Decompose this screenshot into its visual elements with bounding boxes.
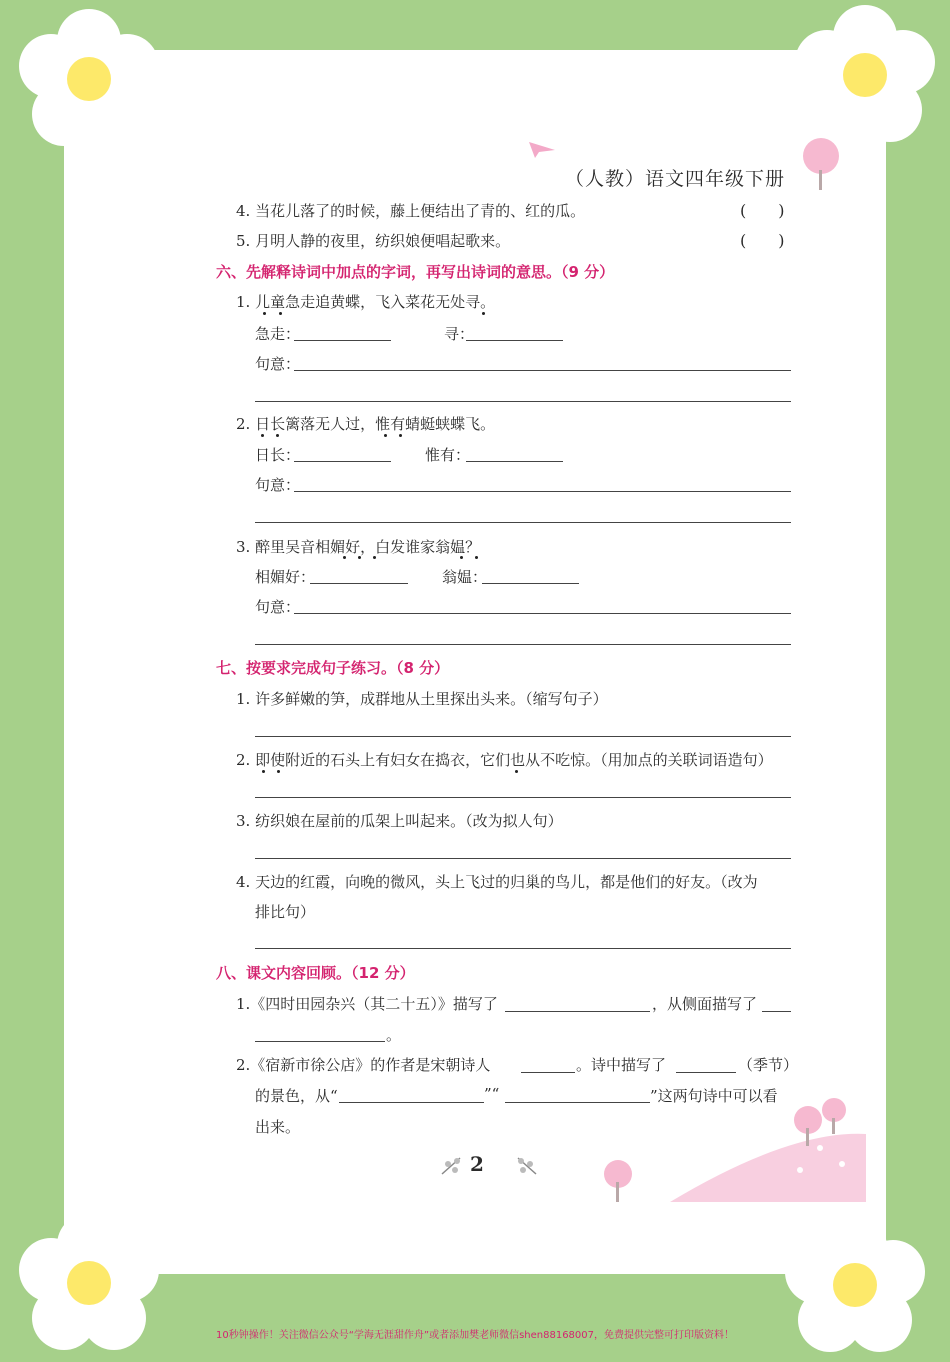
answer-paren[interactable]: ( ) [740,231,785,250]
section-6-title: 六、先解释诗词中加点的字词，再写出诗词的意思。（9 分） [216,263,615,281]
question-8-1: 1.《四时田园杂兴（其二十五）》描写了 [236,995,498,1013]
emphasis-dot [373,556,376,559]
label-weiyou: 惟有： [425,446,471,464]
question-8-2-d: 的景色，从“ [255,1087,338,1105]
label-xiangmeihao: 相媚好： [255,568,316,586]
label-xun: 寻： [444,325,475,343]
answer-line[interactable] [255,797,791,798]
poem-2: 2. 日长篱落无人过，惟有蜻蜓蛱蝶飞。 [236,415,496,433]
answer-line[interactable] [466,461,563,462]
answer-line[interactable] [294,491,791,492]
poem-3: 3. 醉里吴音相媚好，白发谁家翁媪？ [236,538,481,556]
question-8-2-e: ”“ [484,1085,500,1103]
answer-paren[interactable]: ( ) [740,201,785,220]
page-number: 2 [470,1152,484,1176]
answer-line[interactable] [255,948,791,949]
answer-line[interactable] [294,340,391,341]
answer-line[interactable] [255,644,791,645]
answer-line[interactable] [505,1011,650,1012]
question-7-3: 3. 纺织娘在屋前的瓜架上叫起来。（改为拟人句） [236,812,563,830]
emphasis-dot [460,556,463,559]
emphasis-dot [482,312,485,315]
answer-line[interactable] [255,858,791,859]
answer-line[interactable] [521,1072,575,1073]
poem-1: 1. 儿童急走追黄蝶，飞入菜花无处寻。 [236,293,496,311]
emphasis-dot [277,770,280,773]
answer-line[interactable] [255,522,791,523]
answer-line[interactable] [294,370,791,371]
answer-line[interactable] [255,1041,385,1042]
sprig-ornament-icon [438,1152,466,1178]
sprig-ornament-icon [512,1152,540,1178]
question-7-4: 4. 天边的红霞，向晚的微风，头上飞过的归巢的鸟儿，都是他们的好友。（改为 [236,873,758,891]
label-meaning: 句意： [255,355,301,373]
section-8-title: 八、课文内容回顾。（12 分） [216,964,415,982]
answer-line[interactable] [255,736,791,737]
label-wengao: 翁媪： [442,568,488,586]
label-meaning: 句意： [255,598,301,616]
emphasis-dot [358,556,361,559]
emphasis-dot [399,434,402,437]
question-8-2-c: （季节） [738,1056,799,1074]
question-7-2: 2. 即使附近的石头上有妇女在捣衣，它们也从不吃惊。（用加点的关联词语造句） [236,751,773,769]
emphasis-dot [262,770,265,773]
answer-line[interactable] [339,1102,484,1103]
question-5-4: 4. 当花儿落了的时候，藤上便结出了青的、红的瓜。 [236,202,586,220]
question-8-2-f: ”这两句诗中可以看 [650,1087,778,1105]
emphasis-dot [276,434,279,437]
question-8-2-g: 出来。 [255,1118,301,1136]
answer-line[interactable] [466,340,563,341]
label-meaning: 句意： [255,476,301,494]
tree-icon [796,134,846,194]
emphasis-dot [261,434,264,437]
paper-plane-icon [527,138,557,160]
question-8-1-b: ，从侧面描写了 [652,995,758,1013]
question-7-4-cont: 排比句） [255,903,316,921]
question-8-2: 2.《宿新市徐公店》的作者是宋朝诗人 [236,1056,491,1074]
pink-hill-decoration [590,1090,870,1205]
answer-line[interactable] [482,583,579,584]
answer-line[interactable] [762,1011,791,1012]
answer-line[interactable] [676,1072,736,1073]
answer-line[interactable] [294,461,391,462]
label-jizou: 急走： [255,325,301,343]
question-8-2-b: 。诗中描写了 [576,1056,667,1074]
emphasis-dot [475,556,478,559]
question-5-5: 5. 月明人静的夜里，纺织娘便唱起歌来。 [236,232,511,250]
label-richang: 日长： [255,446,301,464]
emphasis-dot [343,556,346,559]
promo-footer: 10秒钟操作！关注微信公众号“学海无涯甜作舟”或者添加樊老师微信shen88168007，免费提供完整可打印版资料！ [215,1330,735,1341]
header-title: （人教）语文四年级下册 [565,168,786,190]
emphasis-dot [263,312,266,315]
answer-line[interactable] [255,401,791,402]
answer-line[interactable] [294,613,791,614]
daisy-decoration [790,2,940,152]
answer-line[interactable] [310,583,408,584]
daisy-decoration [14,6,164,156]
question-8-1-c: 。 [386,1026,402,1044]
emphasis-dot [515,770,518,773]
section-7-title: 七、按要求完成句子练习。（8 分） [216,659,450,677]
question-7-1: 1. 许多鲜嫩的笋，成群地从土里探出头来。（缩写句子） [236,690,608,708]
emphasis-dot [279,312,282,315]
emphasis-dot [384,434,387,437]
